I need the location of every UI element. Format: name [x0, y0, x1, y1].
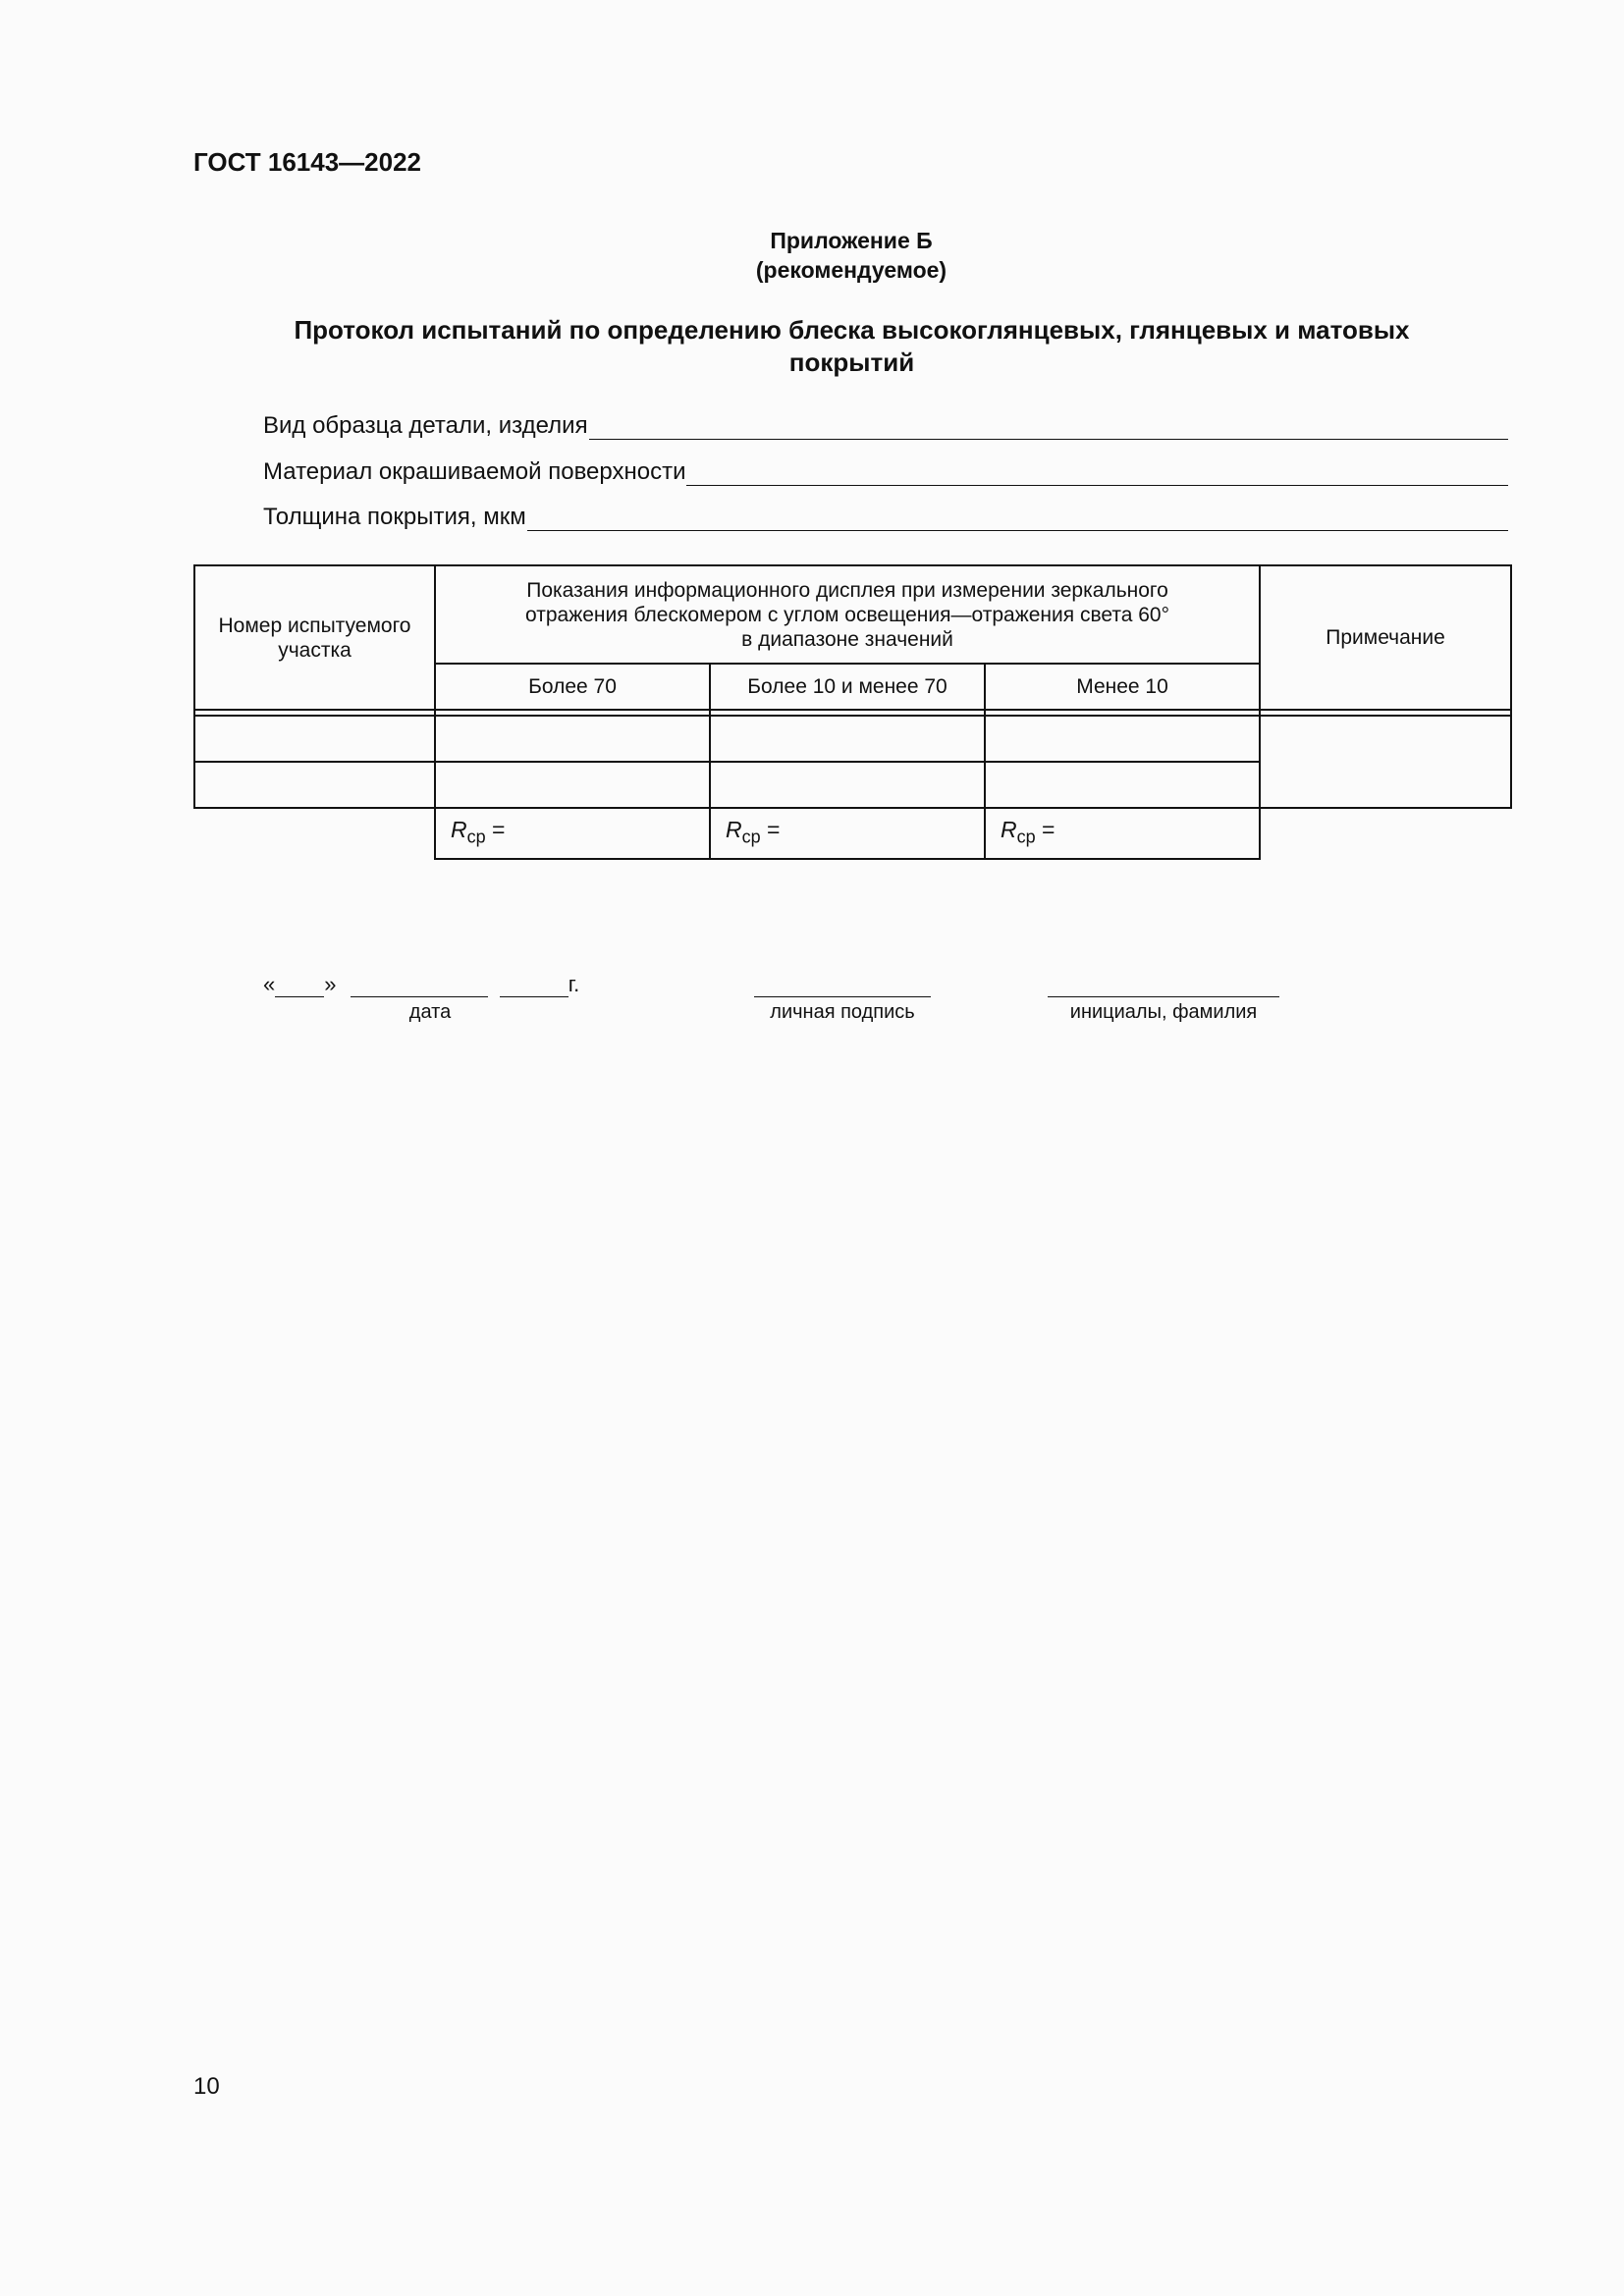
table-cell[interactable] [435, 762, 710, 808]
subheader-below-10: Менее 10 [985, 664, 1260, 710]
date-year-line[interactable] [500, 975, 568, 997]
header-note-text: Примечание [1326, 626, 1445, 649]
field-material-line[interactable] [686, 463, 1508, 486]
avg-eq: = [767, 816, 781, 842]
avg-subscript: ср [1016, 827, 1036, 847]
note-cell[interactable] [1260, 716, 1511, 808]
measurement-table [193, 564, 1512, 860]
average-below-10[interactable] [985, 808, 1260, 859]
field-sample-type [263, 410, 1508, 440]
subheader-10-to-70: Более 10 и менее 70 [710, 664, 985, 710]
name-line[interactable] [1048, 975, 1279, 997]
blank-cell [1260, 808, 1511, 859]
protocol-title [255, 314, 1448, 379]
date-close-quote: » [324, 972, 337, 996]
table-cell[interactable] [710, 716, 985, 762]
header-readings-line2: отражения блескомером с углом освещения—отражения света 60° [525, 603, 1170, 626]
header-area-number-text: Номер испытуемого участка [218, 614, 411, 662]
table-cell[interactable] [710, 762, 985, 808]
signature-date [263, 972, 580, 1023]
page-number: 10 [193, 2073, 220, 2100]
signature-sign [754, 972, 931, 1023]
field-material [263, 456, 1508, 486]
table-cell[interactable] [194, 716, 435, 762]
table-cell[interactable] [985, 762, 1260, 808]
date-caption: дата [408, 1001, 452, 1023]
field-sample-type-label: Вид образца детали, изделия [263, 412, 588, 439]
field-thickness-line[interactable] [527, 508, 1508, 531]
date-month-line[interactable] [351, 975, 488, 997]
document-code: ГОСТ 16143—2022 [193, 147, 421, 177]
date-year-suffix: г. [568, 972, 580, 996]
table-cell[interactable] [985, 716, 1260, 762]
protocol-title-line2: покрытий [788, 347, 915, 377]
table-header-row [194, 565, 1511, 664]
header-readings-line3: в диапазоне значений [741, 627, 953, 651]
header-readings [435, 565, 1260, 664]
avg-subscript: ср [466, 827, 486, 847]
date-day-line[interactable] [275, 975, 324, 997]
header-note [1260, 565, 1511, 710]
field-thickness [263, 502, 1508, 531]
avg-eq: = [492, 816, 506, 842]
table-cell[interactable] [194, 762, 435, 808]
table-cell[interactable] [435, 716, 710, 762]
avg-symbol: R [451, 816, 467, 842]
average-10-to-70[interactable] [710, 808, 985, 859]
signature-name [1048, 972, 1279, 1023]
protocol-title-line1: Протокол испытаний по определению блеска высокоглянцевых, глянцевых и матовых [294, 315, 1410, 345]
field-sample-type-line[interactable] [589, 417, 1508, 440]
header-readings-line1: Показания информационного дисплея при измерении зеркального [526, 578, 1168, 602]
blank-cell [194, 808, 435, 859]
date-open-quote: « [263, 972, 276, 996]
appendix-heading [0, 226, 1624, 285]
average-row [194, 808, 1511, 859]
appendix-title: Приложение Б [770, 228, 933, 253]
appendix-status: (рекомендуемое) [755, 257, 947, 283]
name-caption: инициалы, фамилия [1069, 1001, 1258, 1023]
average-above-70[interactable] [435, 808, 710, 859]
avg-symbol: R [1001, 816, 1017, 842]
subheader-above-70: Более 70 [435, 664, 710, 710]
avg-eq: = [1042, 816, 1056, 842]
field-material-label: Материал окрашиваемой поверхности [263, 458, 686, 485]
avg-subscript: ср [741, 827, 761, 847]
sign-caption: личная подпись [770, 1001, 915, 1023]
avg-symbol: R [726, 816, 742, 842]
header-area-number [194, 565, 435, 710]
field-thickness-label: Толщина покрытия, мкм [263, 504, 526, 530]
table-row [194, 716, 1511, 762]
sign-line[interactable] [754, 975, 931, 997]
